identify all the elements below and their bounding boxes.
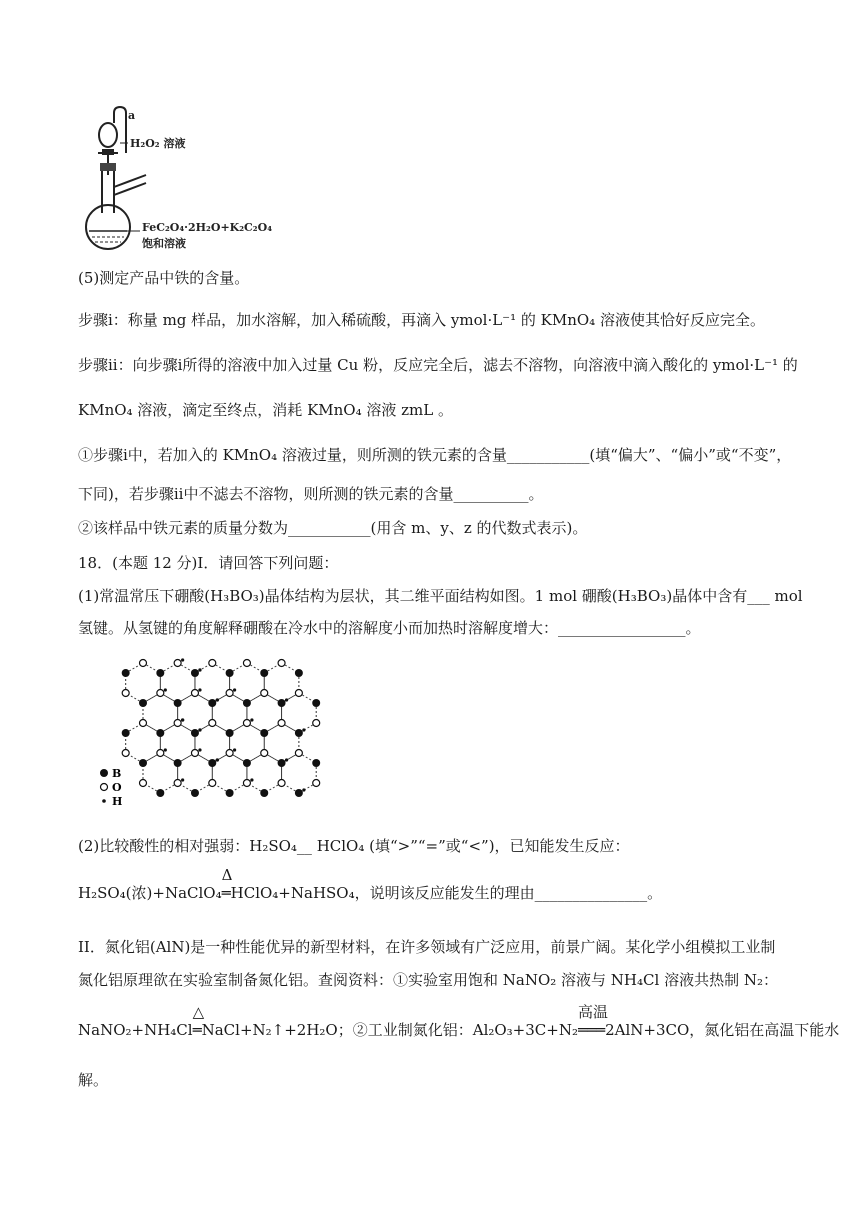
oxygen-atom [140, 660, 147, 667]
boron-atom [139, 759, 147, 767]
boron-atom [278, 759, 286, 767]
hydrogen-atom [181, 778, 184, 781]
reaction-left: H₂SO₄(浓)+NaClO₄ [78, 884, 222, 902]
oxygen-atom [174, 720, 181, 727]
legend-oxygen-marker [101, 784, 108, 791]
hydrogen-atom [216, 698, 219, 701]
oxygen-atom [140, 720, 147, 727]
hex-ring [126, 663, 161, 703]
hex-ring [178, 753, 213, 793]
hex-ring [230, 663, 265, 703]
hex-ring [143, 693, 178, 733]
q5-sub2: ②该样品中铁元素的质量分数为___________(用含 m、y、z 的代数式表示)。 [78, 519, 588, 537]
oxygen-atom [140, 780, 147, 787]
label-mixture: FeC₂O₄·2H₂O+K₂C₂O₄ [142, 221, 273, 234]
eq1-right: NaCl+N₂↑+2H₂O；②工业制氮化铝：Al₂O₃+3C+N₂ [201, 1021, 578, 1039]
hex-ring [143, 753, 178, 793]
oxygen-atom [243, 780, 250, 787]
hydrogen-atom [198, 748, 201, 751]
reaction-arrow: Δ ═ [221, 866, 233, 902]
oxygen-atom [226, 750, 233, 757]
boron-atom [191, 669, 199, 677]
oxygen-atom [191, 690, 198, 697]
oxygen-atom [313, 780, 320, 787]
oxygen-atom [209, 780, 216, 787]
legend-oxygen-label: O [112, 781, 122, 794]
boron-atom [312, 759, 320, 767]
oxygen-atom [157, 750, 164, 757]
boron-atom [174, 759, 182, 767]
boron-atom [191, 729, 199, 737]
oxygen-atom [278, 660, 285, 667]
boron-atom [156, 789, 164, 797]
reaction-right: HClO₄+NaHSO₄，说明该反应能发生的理由_______________。 [230, 884, 663, 902]
boron-atom [226, 669, 234, 677]
part2-line3 [78, 1003, 840, 1040]
oxygen-atom [261, 690, 268, 697]
hydrogen-atom [302, 728, 305, 731]
label-h2o2: H₂O₂ 溶液 [130, 137, 186, 150]
q18-p1-line1: (1)常温常压下硼酸(H₃BO₃)晶体结构为层状，其二维平面结构如图。1 mol 硼酸(H₃BO₃)晶体中含有___ mol [78, 587, 803, 605]
q5-sub1-line1: ①步骤i中，若加入的 KMnO₄ 溶液过量，则所测的铁元素的含量___________(填“偏大”、“偏小”或“不变”， [78, 446, 792, 464]
q5-sub1-line2: 下同)，若步骤ii中不滤去不溶物，则所测的铁元素的含量__________。 [78, 485, 544, 503]
oxygen-atom [122, 690, 129, 697]
boron-atom [226, 789, 234, 797]
hydrogen-atom [233, 748, 236, 751]
oxygen-atom [209, 660, 216, 667]
boron-atom [260, 669, 268, 677]
oxygen-atom [174, 660, 181, 667]
apparatus-figure [80, 105, 280, 255]
oxygen-atom [278, 780, 285, 787]
hex-ring [264, 723, 299, 763]
legend-hydrogen-label: H [112, 795, 123, 808]
boron-atom [278, 699, 286, 707]
q18-p2-line1: (2)比较酸性的相对强弱：H₂SO₄__ HClO₄ (填“>”“=”或“<”)，已知能发生反应： [78, 837, 630, 855]
legend-boron-marker [100, 769, 108, 777]
oxygen-atom [174, 780, 181, 787]
boron-atom [174, 699, 182, 707]
oxygen-atom [243, 720, 250, 727]
hydrogen-atom [198, 688, 201, 691]
oxygen-atom [313, 720, 320, 727]
hydrogen-atom [250, 718, 253, 721]
boron-atom [208, 759, 216, 767]
boron-atom [208, 699, 216, 707]
legend-boron-label: B [112, 767, 122, 780]
hydrogen-atom [198, 728, 201, 731]
boron-atom [139, 699, 147, 707]
hex-ring [247, 753, 282, 793]
boron-atom [226, 729, 234, 737]
q5-step2-line1: 步骤ii：向步骤i所得的溶液中加入过量 Cu 粉，反应完全后，滤去不溶物，向溶液中滴入酸化的 ymol·L⁻¹ 的 [78, 356, 798, 374]
hydrogen-atom [164, 688, 167, 691]
oxygen-atom [295, 750, 302, 757]
heat-symbol-2: △ [192, 1003, 205, 1021]
heat-symbol: Δ [221, 866, 233, 884]
hydrogen-atom [302, 788, 305, 791]
hydrogen-atom [181, 718, 184, 721]
boron-atom [295, 789, 303, 797]
boron-atom [243, 759, 251, 767]
high-temp-label: 高温 [577, 1003, 608, 1021]
oxygen-atom [243, 660, 250, 667]
label-a: a [128, 109, 136, 122]
eq2-arrow: 高温 ═══ [577, 1003, 608, 1039]
eq2-right: 2AlN+3CO，氮化铝在高温下能水 [605, 1021, 840, 1039]
q5-step1: 步骤i：称量 mg 样品，加水溶解，加入稀硫酸，再滴入 ymol·L⁻¹ 的 KMnO₄ 溶液使其恰好反应完全。 [78, 311, 765, 329]
hydrogen-atom [216, 758, 219, 761]
oxygen-atom [295, 690, 302, 697]
boron-atom [122, 669, 130, 677]
hex-ring [178, 693, 213, 733]
oxygen-atom [209, 720, 216, 727]
hydrogen-atom [285, 758, 288, 761]
oxygen-atom [157, 690, 164, 697]
hex-ring [126, 723, 161, 763]
hydrogen-atom [164, 748, 167, 751]
oxygen-atom [226, 690, 233, 697]
boron-atom [295, 669, 303, 677]
q18-header: 18．(本题 12 分)I．请回答下列问题： [78, 554, 339, 572]
part2-line4: 解。 [78, 1071, 109, 1089]
boron-atom [260, 729, 268, 737]
q5-step2-line2: KMnO₄ 溶液，滴定至终点，消耗 KMnO₄ 溶液 zmL 。 [78, 401, 454, 419]
q18-p2-line2 [78, 866, 663, 903]
boron-atom [156, 669, 164, 677]
hex-ring [160, 723, 195, 763]
hydrogen-atom [198, 668, 201, 671]
oxygen-atom [122, 750, 129, 757]
part2-line2: 氮化铝原理欲在实验室制备氮化铝。查阅资料：①实验室用饱和 NaNO₂ 溶液与 NH₄Cl 溶液共热制 N₂： [78, 971, 778, 989]
hydrogen-atom [181, 658, 184, 661]
legend-hydrogen-marker [102, 799, 106, 803]
hex-ring [160, 663, 195, 703]
q5-title: (5)测定产品中铁的含量。 [78, 269, 250, 287]
oxygen-atom [261, 750, 268, 757]
boron-atom [191, 789, 199, 797]
hydrogen-atom [233, 688, 236, 691]
boron-atom [260, 789, 268, 797]
q18-p1-line2: 氢键。从氢键的角度解释硼酸在冷水中的溶解度小而加热时溶解度增大：_________________。 [78, 619, 701, 637]
label-saturated: 饱和溶液 [142, 237, 186, 250]
hydrogen-atom [250, 778, 253, 781]
hex-ring [264, 663, 299, 703]
oxygen-atom [278, 720, 285, 727]
boron-atom [156, 729, 164, 737]
boric-acid-structure-figure [88, 655, 328, 815]
boron-atom [312, 699, 320, 707]
eq1-left: NaNO₂+NH₄Cl [78, 1021, 193, 1039]
boron-atom [243, 699, 251, 707]
boron-atom [295, 729, 303, 737]
boron-atom [122, 729, 130, 737]
hex-ring [230, 723, 265, 763]
eq1-arrow: △ ═ [192, 1003, 205, 1039]
hydrogen-atom [285, 698, 288, 701]
hex-ring [247, 693, 282, 733]
part2-line1: II．氮化铝(AlN)是一种性能优异的新型材料，在许多领域有广泛应用，前景广阔。某化学小组模拟工业制 [78, 938, 776, 956]
oxygen-atom [191, 750, 198, 757]
